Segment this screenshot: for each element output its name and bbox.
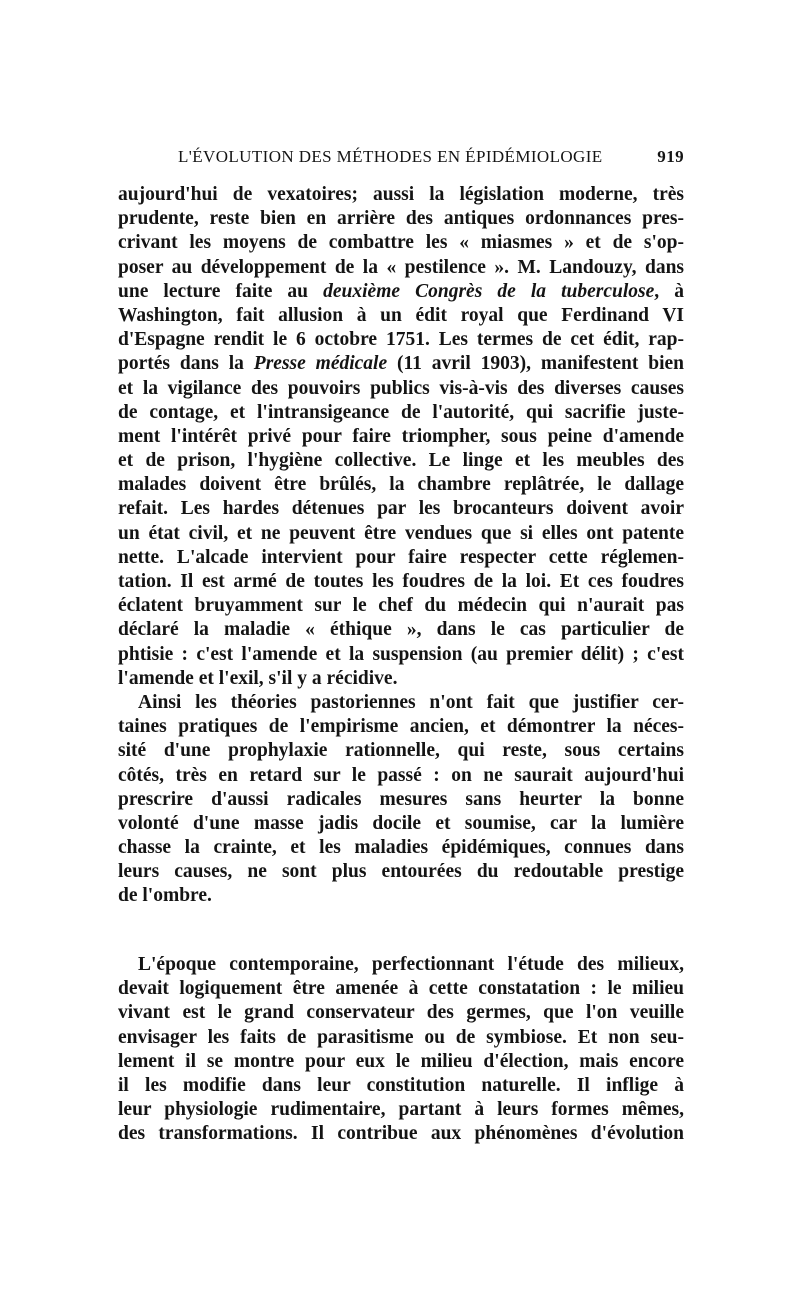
text-block-main xyxy=(118,183,684,909)
text-line: taines pratiques de l'empirisme ancien, et démontrer la néces- xyxy=(118,716,684,738)
text-line: aujourd'hui de vexatoires; aussi la législation moderne, très xyxy=(118,184,684,205)
text-line: l'amende et l'exil, s'il y a récidive. xyxy=(118,667,398,689)
text-line: Washington, fait allusion à un édit royal que Ferdinand VI xyxy=(118,304,684,326)
text-line: crivant les moyens de combattre les « miasmes » et de s'op- xyxy=(118,232,684,254)
text-line: éclatent bruyamment sur le chef du médecin qui n'aurait pas xyxy=(118,595,684,617)
text-line: tation. Il est armé de toutes les foudres de la loi. Et ces foudres xyxy=(118,571,684,592)
text-segment: (11 avril 1903), manifestent bien xyxy=(387,353,684,375)
text-line: et la vigilance des pouvoirs publics vis-à-vis des diverses causes xyxy=(118,377,684,399)
text-line: chasse la crainte, et les maladies épidémiques, connues dans xyxy=(118,837,684,859)
text-line: volonté d'une masse jadis docile et soumise, car la lumière xyxy=(118,812,684,834)
text-line: et de prison, l'hygiène collective. Le linge et les meubles des xyxy=(118,450,684,472)
text-segment: , à xyxy=(654,280,685,302)
text-line: ment l'intérêt privé pour faire triompher, sous peine d'amende xyxy=(118,425,684,447)
text-line: côtés, très en retard sur le passé : on ne saurait aujourd'hui xyxy=(118,764,684,786)
text-line: vivant est le grand conservateur des germes, que l'on veuille xyxy=(118,1002,684,1024)
text-line: phtisie : c'est l'amende et la suspension (au premier délit) ; c'est xyxy=(118,643,684,665)
text-line: envisager les faits de parasitisme ou de symbiose. Et non seu- xyxy=(118,1026,684,1048)
text-line: leur physiologie rudimentaire, partant à leurs formes mêmes, xyxy=(118,1099,684,1121)
congress-title: deuxième Congrès de la tuberculose xyxy=(323,280,655,302)
text-line xyxy=(118,280,684,304)
text-line: de contage, et l'intransigeance de l'autorité, qui sacrifie juste- xyxy=(118,401,684,423)
text-line: Ainsi les théories pastoriennes n'ont fait que justifier cer- xyxy=(138,691,684,713)
text-segment: portés dans la xyxy=(118,353,244,375)
chapter-title: L'ÉVOLUTION DES MÉTHODES EN ÉPIDÉMIOLOGIE xyxy=(178,147,603,166)
running-head xyxy=(118,147,684,171)
text-line: sité d'une prophylaxie rationnelle, qui reste, sous certains xyxy=(118,740,684,762)
text-line: leurs causes, ne sont plus entourées du redoutable prestige xyxy=(118,861,684,883)
text-line: refait. Les hardes détenues par les brocanteurs doivent avoir xyxy=(118,498,684,520)
text-line: des transformations. Il contribue aux phénomènes d'évolution xyxy=(118,1123,684,1145)
text-line: il les modifie dans leur constitution naturelle. Il inflige à xyxy=(118,1074,684,1096)
text-line: L'époque contemporaine, perfectionnant l'étude des milieux, xyxy=(138,954,684,975)
text-line: prescrire d'aussi radicales mesures sans heurter la bonne xyxy=(118,788,684,810)
text-line: lement il se montre pour eux le milieu d'élection, mais encore xyxy=(118,1050,684,1072)
journal-title: Presse médicale xyxy=(253,353,388,375)
text-line: déclaré la maladie « éthique », dans le cas particulier de xyxy=(118,619,684,641)
text-line: de l'ombre. xyxy=(118,885,212,907)
text-line: d'Espagne rendit le 6 octobre 1751. Les termes de cet édit, rap- xyxy=(118,329,684,351)
text-line: devait logiquement être amenée à cette constatation : le milieu xyxy=(118,978,684,1000)
text-line: un état civil, et ne peuvent être vendues que si elles ont patente xyxy=(118,522,684,544)
text-line: prudente, reste bien en arrière des antiques ordonnances pres- xyxy=(118,208,684,230)
page-number: 919 xyxy=(657,147,684,166)
text-line: nette. L'alcade intervient pour faire respecter cette réglemen- xyxy=(118,546,684,568)
text-segment: une lecture faite au xyxy=(118,280,309,302)
text-line: poser au développement de la « pestilence ». M. Landouzy, dans xyxy=(118,256,684,278)
text-block-section xyxy=(118,953,684,1147)
text-line xyxy=(118,352,684,376)
text-line: malades doivent être brûlés, la chambre replâtrée, le dallage xyxy=(118,474,684,496)
